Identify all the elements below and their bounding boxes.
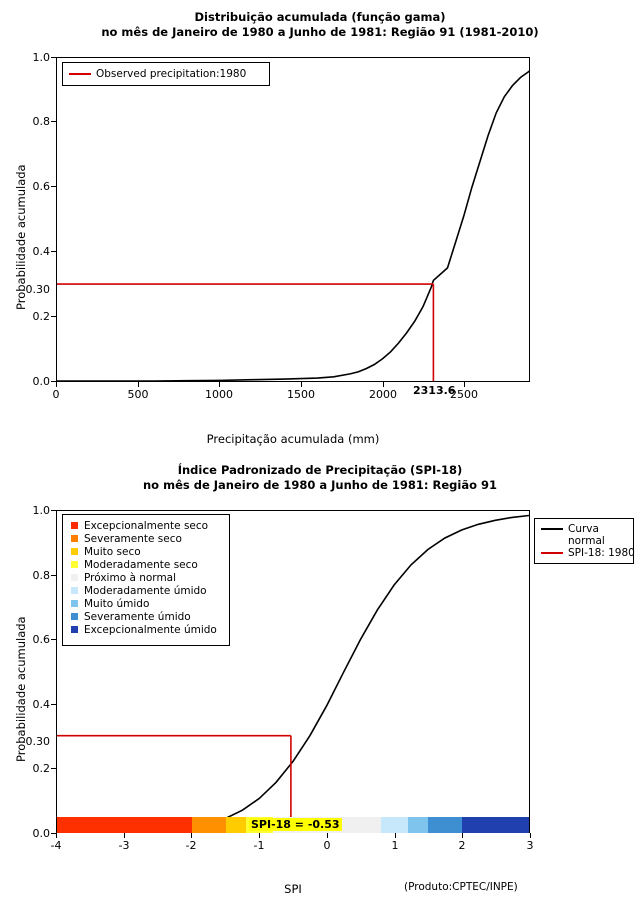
- legend-label: Próximo à normal: [84, 571, 177, 584]
- legend-item-moderadamente-umido: [69, 584, 223, 597]
- spi-chart: [0, 450, 640, 900]
- bottom-xtick-mark-6: [462, 833, 463, 838]
- legend-item-muito-seco: [69, 545, 223, 558]
- bottom-category-legend: [62, 514, 230, 646]
- category-color-swatch-icon: [71, 600, 78, 607]
- top-legend-item-observed: [69, 67, 263, 80]
- legend-label: Excepcionalmente seco: [84, 519, 209, 532]
- spi-value-annotation: SPI-18 = -0.53: [251, 818, 340, 831]
- top-ytick-4: 0.8: [32, 115, 50, 128]
- bottom-xtick-5: 1: [391, 839, 399, 852]
- bottom-curve-legend: [534, 518, 634, 564]
- top-xtick-1: 500: [127, 388, 149, 401]
- black-line-swatch-icon: [541, 528, 563, 530]
- bottom-ytick-2: 0.4: [32, 698, 50, 711]
- top-xtick-mark-2: [219, 382, 220, 387]
- top-ytick-0: 0.0: [32, 375, 50, 388]
- legend-label: Muito seco: [84, 545, 141, 558]
- bottom-ytick-1: 0.2: [32, 762, 50, 775]
- bottom-ytick-marker-030: 0.30: [25, 735, 50, 748]
- legend-item-muito-umido: [69, 597, 223, 610]
- legend-item-severamente-seco: [69, 532, 223, 545]
- curve-legend-label-line1: Curva: [568, 523, 599, 535]
- top-xtick-2: 1000: [205, 388, 233, 401]
- category-color-swatch-icon: [71, 522, 78, 529]
- bottom-xtick-3: -1: [253, 839, 265, 852]
- top-ytick-5: 1.0: [32, 51, 50, 64]
- top-plot-svg: [57, 58, 529, 381]
- bottom-xtick-mark-5: [395, 833, 396, 838]
- product-credit: (Produto:CPTEC/INPE): [404, 881, 518, 893]
- bottom-ytick-mark-4: [51, 575, 56, 576]
- legend-item-severamente-umido: [69, 610, 223, 623]
- top-legend-label: Observed precipitation:1980: [96, 67, 247, 80]
- top-ytick-2: 0.4: [32, 245, 50, 258]
- legend-label: Muito úmido: [84, 597, 150, 610]
- category-color-swatch-icon: [71, 574, 78, 581]
- curve-legend-label-line2: normal: [568, 535, 605, 547]
- red-line-swatch-icon: [541, 552, 563, 554]
- bottom-xaxis-label: SPI: [284, 882, 302, 896]
- top-xtick-mark-3: [301, 382, 302, 387]
- spi-band-excepcionalmente-umido: [462, 817, 529, 833]
- bottom-ytick-0: 0.0: [32, 827, 50, 840]
- bottom-ytick-4: 0.8: [32, 569, 50, 582]
- top-ytick-mark-1: [51, 316, 56, 317]
- legend-label: Severamente seco: [84, 532, 182, 545]
- bottom-xtick-mark-3: [259, 833, 260, 838]
- top-xtick-3: 1500: [287, 388, 315, 401]
- top-ytick-mark-2: [51, 251, 56, 252]
- top-plot-area: [56, 57, 530, 382]
- curve-legend-item-spi18-1980: [541, 547, 635, 559]
- category-color-swatch-icon: [71, 613, 78, 620]
- category-color-swatch-icon: [71, 626, 78, 633]
- top-observed-value-annotation: 2313.6: [413, 384, 456, 397]
- category-color-swatch-icon: [71, 587, 78, 594]
- spi-band-muito-umido: [408, 817, 428, 833]
- spi-band-excepcionalmente-seco: [57, 817, 192, 833]
- bottom-ytick-mark-2: [51, 704, 56, 705]
- legend-item-moderadamente-seco: [69, 558, 223, 571]
- top-gamma-curve: [57, 71, 529, 381]
- legend-label: Severamente úmido: [84, 610, 191, 623]
- top-xtick-mark-1: [138, 382, 139, 387]
- legend-label: Moderadamente seco: [84, 558, 198, 571]
- curve-legend-label-spi: SPI-18: 1980: [568, 547, 635, 559]
- bottom-xtick-mark-2: [191, 833, 192, 838]
- top-ytick-marker-030: 0.30: [25, 283, 50, 296]
- category-color-swatch-icon: [71, 561, 78, 568]
- bottom-ytick-mark-3: [51, 639, 56, 640]
- legend-item-excepcionalmente-seco: [69, 519, 223, 532]
- top-ytick-mark-4: [51, 121, 56, 122]
- top-ytick-1: 0.2: [32, 310, 50, 323]
- legend-label: Moderadamente úmido: [84, 584, 207, 597]
- bottom-xtick-mark-4: [327, 833, 328, 838]
- bottom-xtick-mark-1: [124, 833, 125, 838]
- top-chart-title-line1: Distribuição acumulada (função gama): [194, 10, 446, 24]
- top-xtick-mark-5: [464, 382, 465, 387]
- top-xtick-mark-4: [383, 382, 384, 387]
- category-color-swatch-icon: [71, 548, 78, 555]
- top-chart-title-line2: no mês de Janeiro de 1980 a Junho de 1981: Região 91 (1981-2010): [101, 25, 539, 39]
- bottom-xtick-1: -3: [118, 839, 130, 852]
- bottom-chart-title-line2: no mês de Janeiro de 1980 a Junho de 1981: Região 91: [143, 478, 497, 492]
- spi-band-severamente-umido: [428, 817, 462, 833]
- bottom-chart-title: [0, 463, 640, 493]
- bottom-chart-title-line1: Índice Padronizado de Precipitação (SPI-18): [177, 463, 463, 477]
- top-ytick-mark-3: [51, 186, 56, 187]
- top-chart-title: [0, 10, 640, 40]
- curve-legend-item-curva-normal-line2: [541, 535, 627, 547]
- top-yaxis-label: Probabilidade acumulada: [14, 164, 28, 310]
- bottom-xtick-7: 3: [526, 839, 534, 852]
- bottom-ytick-3: 0.6: [32, 633, 50, 646]
- top-xtick-0: 0: [52, 388, 60, 401]
- spi-band-muito-seco: [226, 817, 246, 833]
- top-xtick-5: 2500: [450, 388, 478, 401]
- bottom-xtick-mark-0: [56, 833, 57, 838]
- bottom-xtick-6: 2: [458, 839, 466, 852]
- legend-item-proximo-a-normal: [69, 571, 223, 584]
- top-ytick-3: 0.6: [32, 180, 50, 193]
- red-line-swatch-icon: [69, 73, 91, 75]
- bottom-ytick-5: 1.0: [32, 504, 50, 517]
- category-color-swatch-icon: [71, 535, 78, 542]
- bottom-yaxis-label: Probabilidade acumulada: [14, 616, 28, 762]
- top-legend: [62, 62, 270, 86]
- top-xtick-4: 2000: [369, 388, 397, 401]
- bottom-xtick-mark-7: [530, 833, 531, 838]
- bottom-xtick-0: -4: [50, 839, 62, 852]
- bottom-ytick-mark-1: [51, 768, 56, 769]
- legend-item-excepcionalmente-umido: [69, 623, 223, 636]
- legend-label: Excepcionalmente úmido: [84, 623, 217, 636]
- bottom-xtick-2: -2: [185, 839, 197, 852]
- top-ytick-mark-5: [51, 57, 56, 58]
- top-xtick-mark-0: [56, 382, 57, 387]
- bottom-ytick-mark-5: [51, 510, 56, 511]
- bottom-xtick-4: 0: [323, 839, 331, 852]
- top-xaxis-label: Precipitação acumulada (mm): [206, 432, 380, 446]
- curve-legend-item-curva-normal: [541, 523, 627, 535]
- spi-band-severamente-seco: [192, 817, 226, 833]
- spi-band-moderadamente-umido: [381, 817, 408, 833]
